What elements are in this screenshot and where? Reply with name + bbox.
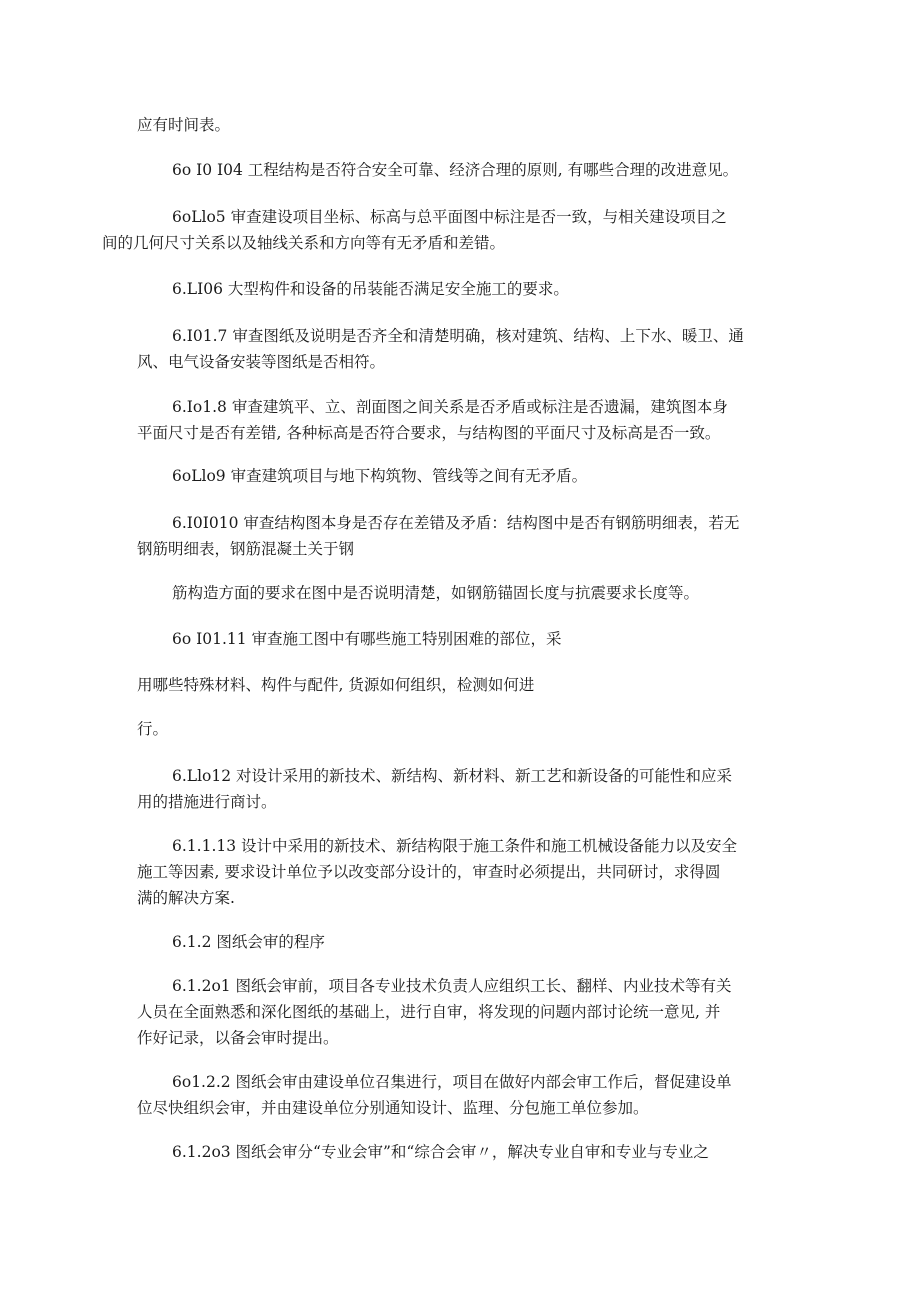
paragraph-6-1-2-2	[137, 1069, 785, 1121]
paragraph-6-1-1-5	[102, 204, 785, 256]
text-line: 6oLlo5 审查建设项目坐标、标高与总平面图中标注是否一致，与相关建设项目之	[172, 208, 727, 226]
paragraph-6-1-2-3	[137, 1139, 785, 1165]
text-line: 6.Io1.8 审查建筑平、立、剖面图之间关系是否矛盾或标注是否遗漏，建筑图本身	[172, 398, 728, 416]
text-line: 人员在全面熟悉和深化图纸的基础上，进行自审，将发现的问题内部讨论统一意见, 并	[137, 1003, 721, 1021]
text-line: 6oLlo9 审查建筑项目与地下构筑物、管线等之间有无矛盾。	[172, 467, 588, 485]
paragraph-6-1-1-4	[137, 157, 785, 183]
text-line: 用哪些特殊材料、构件与配件, 货源如何组织，检测如何进	[137, 676, 535, 694]
text-line: 间的几何尺寸关系以及轴线关系和方向等有无矛盾和差错。	[102, 234, 506, 252]
paragraph-continuation-end	[137, 716, 785, 742]
text-line: 钢筋明细表，钢筋混凝土关于钢	[137, 540, 355, 558]
text-line: 6o I01.11 审查施工图中有哪些施工特别困难的部位，采	[172, 630, 562, 648]
text-line: 平面尺寸是否有差错, 各种标高是否符合要求，与结构图的平面尺寸及标高是否一致。	[137, 424, 721, 442]
text-line: 6.I0I010 审查结构图本身是否存在差错及矛盾：结构图中是否有钢筋明细表，若无	[172, 514, 740, 532]
paragraph-6-1-1-7	[137, 323, 785, 375]
text-line: 施工等因素, 要求设计单位予以改变部分设计的，审查时必须提出，共同研讨，求得圆	[137, 863, 721, 881]
text-line: 筋构造方面的要求在图中是否说明清楚，如钢筋锚固长度与抗震要求长度等。	[172, 584, 700, 602]
text-line: 6.I01.7 审查图纸及说明是否齐全和清楚明确，核对建筑、结构、上下水、暖卫、通	[172, 327, 744, 345]
text-line: 行。	[137, 720, 169, 738]
text-line: 用的措施进行商讨。	[137, 793, 277, 811]
paragraph-continuation-materials	[137, 672, 785, 698]
text-line: 6o1.2.2 图纸会审由建设单位召集进行，项目在做好内部会审工作后，督促建设单	[172, 1073, 732, 1091]
paragraph-6-1-1-11	[137, 626, 785, 652]
paragraph-6-1-1-6	[137, 276, 785, 302]
text-line: 6o I0 I04 工程结构是否符合安全可靠、经济合理的原则, 有哪些合理的改进意见。	[172, 161, 739, 179]
paragraph-continuation-rebar	[137, 580, 785, 606]
text-line: 6.LI06 大型构件和设备的吊装能否满足安全施工的要求。	[172, 280, 569, 298]
paragraph-6-1-1-9	[137, 463, 785, 489]
text-line: 位尽快组织会审，并由建设单位分别通知设计、监理、分包施工单位参加。	[137, 1099, 649, 1117]
paragraph-6-1-1-12	[137, 763, 785, 815]
text-line: 6.1.1.13 设计中采用的新技术、新结构限于施工条件和施工机械设备能力以及安全	[172, 837, 738, 855]
text-line: 风、电气设备安装等图纸是否相符。	[137, 353, 386, 371]
text-line: 6.1.2 图纸会审的程序	[172, 933, 325, 951]
paragraph-6-1-1-10	[137, 510, 785, 562]
text-line: 满的解决方案.	[137, 889, 235, 907]
paragraph-6-1-2-1	[137, 973, 785, 1051]
section-heading-6-1-2	[137, 929, 785, 955]
text-line: 作好记录，以备会审时提出。	[137, 1029, 339, 1047]
text-line: 6.1.2o1 图纸会审前，项目各专业技术负责人应组织工长、翻样、内业技术等有关	[172, 977, 732, 995]
paragraph-continuation	[137, 112, 785, 138]
text-line: 6.Llo12 对设计采用的新技术、新结构、新材料、新工艺和新设备的可能性和应采	[172, 767, 733, 785]
text-line: 6.1.2o3 图纸会审分“专业会审”和“综合会审〃，解决专业自审和专业与专业之	[172, 1143, 709, 1161]
paragraph-6-1-1-8	[137, 394, 785, 446]
text-line: 应有时间表。	[137, 116, 231, 134]
paragraph-6-1-1-13	[137, 833, 785, 911]
